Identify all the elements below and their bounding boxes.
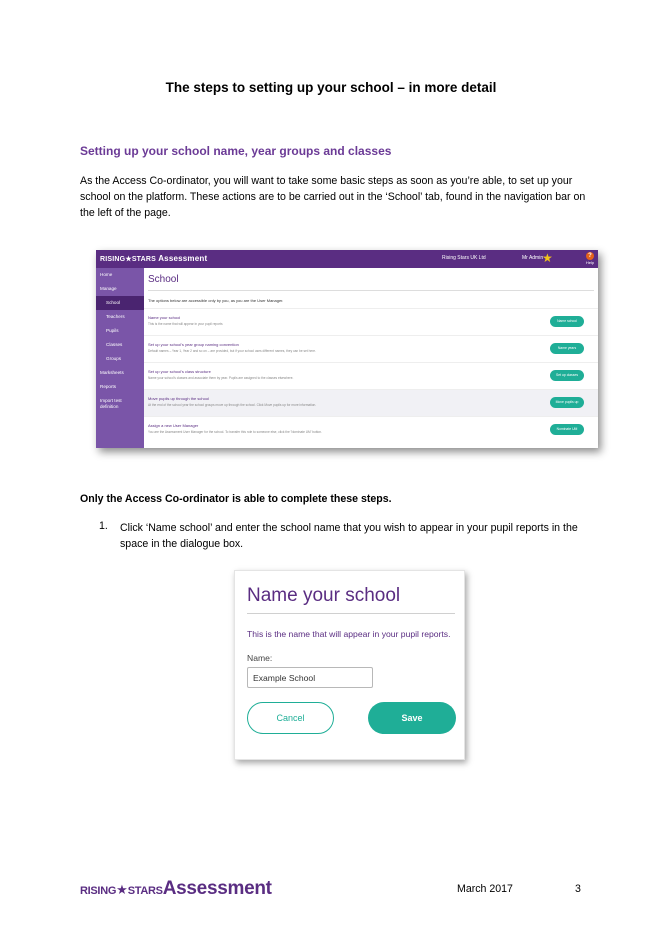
sidebar-item-teachers[interactable]: Teachers [106,314,125,319]
document-title: The steps to setting up your school – in more detail [165,80,497,95]
sidebar-item-home[interactable]: Home [100,272,113,277]
save-button[interactable]: Save [368,702,456,734]
question-icon: ? [586,252,594,260]
footer-date: March 2017 [457,883,513,895]
row-title: Assign a new User Manager [148,423,199,428]
help-button[interactable]: ? Help [585,253,595,265]
list-item [144,389,598,416]
dialog-description: This is the name that will appear in your pupil reports. [247,629,451,639]
star-icon: ★ [542,251,553,265]
dialog-title: Name your school [247,585,401,606]
sidebar-item-import-test-definition[interactable]: Import test definition [100,398,122,409]
list-item [144,416,598,443]
row-description: You are the Assessment User Manager for the school. To transfer this role to someone else, click the 'Nominate UM' button. [148,430,322,434]
school-settings-screenshot [96,250,598,448]
intro-paragraph: As the Access Co-ordinator, you will want to take some basic steps as soon as you’re able, to set up your school on the platform. These actions are to be carried out in the ‘School’ tab, found in the navigation bar on the left of the page. [80,175,586,219]
page-note: The options below are accessible only by you, as you are the User Manager. [148,298,284,303]
row-description: At the end of the school year the school groups move up through the school. Click Move pupils up for more information. [148,403,317,407]
row-title: Set up your school's class structure [148,369,211,374]
divider [247,613,455,614]
sidebar-item-school[interactable]: School [96,296,144,310]
step-number: 1. [99,520,108,532]
app-header [96,250,598,268]
main-panel [144,268,598,448]
cancel-button[interactable]: Cancel [247,702,334,734]
set-up-classes-button[interactable]: Set up classes [550,370,584,381]
nominate-um-button[interactable]: Nominate UM [550,424,584,435]
page-title: School [148,274,179,285]
divider [148,290,594,291]
row-description: Default names – Year 1, Year 2 and so on – are provided, but if your school uses different names, they can be set here. [148,349,316,353]
access-note: Only the Access Co-ordinator is able to complete these steps. [80,493,392,505]
step-text: Click ‘Name school’ and enter the school name that you wish to appear in your pupil reports in the space in the dialogue box. [120,522,578,550]
row-title: Move pupils up through the school [148,396,209,401]
section-heading: Setting up your school name, year groups and classes [80,144,392,158]
row-title: Name your school [148,315,181,320]
sidebar-item-marksheets[interactable]: Marksheets [100,370,124,375]
sidebar-item-manage[interactable]: Manage [100,286,117,291]
name-label: Name: [247,653,273,663]
page-number: 3 [575,883,581,895]
name-years-button[interactable]: Name years [550,343,584,354]
app-logo: RISING★STARS Assessment [100,254,208,263]
star-icon: ★ [116,882,128,897]
list-item [144,308,598,335]
organisation-name: Rising Stars UK Ltd [442,255,486,261]
sidebar-item-pupils[interactable]: Pupils [106,328,119,333]
list-item [144,335,598,362]
footer-logo: RISING★STARSAssessment [80,878,272,899]
user-menu[interactable]: Mr Admin [522,255,544,261]
sidebar [96,268,144,448]
name-school-dialog [234,570,465,760]
list-item [144,362,598,389]
sidebar-item-reports[interactable]: Reports [100,384,117,389]
sidebar-item-classes[interactable]: Classes [106,342,123,347]
row-description: This is the name that will appear in your pupil reports [148,322,223,326]
sidebar-item-groups[interactable]: Groups [106,356,122,361]
row-title: Set up your school's year group naming convention [148,342,239,347]
move-pupils-up-button[interactable]: Move pupils up [550,397,584,408]
row-description: Name your school's classes and associate them by year. Pupils are assigned to the classes elsewhere. [148,376,294,380]
star-icon: ★ [125,256,132,263]
school-name-input[interactable] [247,667,373,688]
name-school-button[interactable]: Name school [550,316,584,327]
